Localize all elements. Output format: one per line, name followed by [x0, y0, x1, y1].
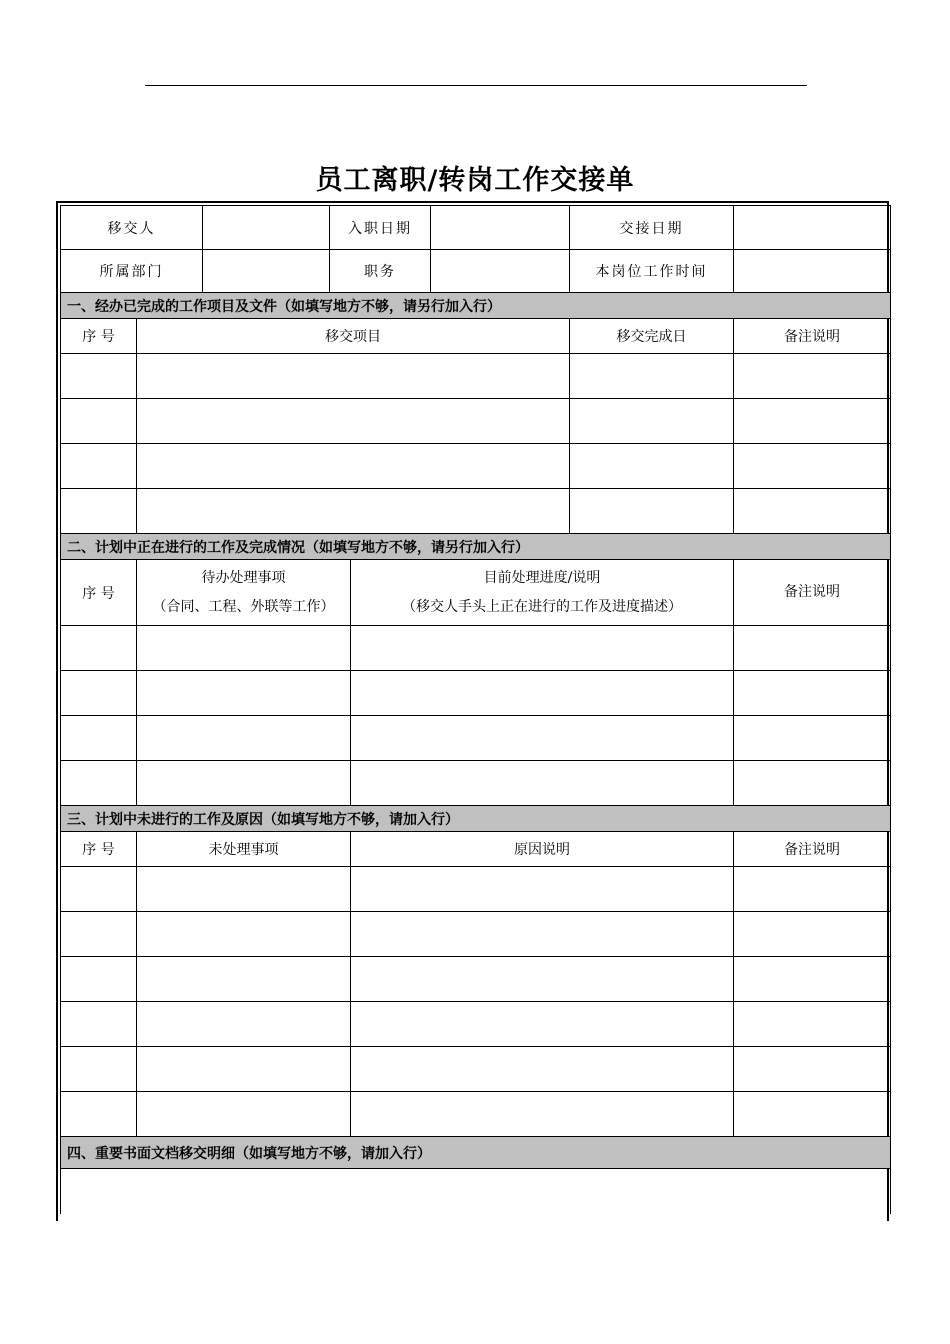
- section2-col-pending: [137, 560, 351, 626]
- row-cell[interactable]: [137, 399, 570, 444]
- row-cell[interactable]: [734, 626, 891, 671]
- row-cell[interactable]: [61, 671, 137, 716]
- row-cell[interactable]: [137, 354, 570, 399]
- row-cell[interactable]: [734, 489, 891, 534]
- header-rule: [145, 85, 807, 86]
- tenure-field[interactable]: [734, 250, 891, 293]
- table-row: [61, 1002, 891, 1047]
- row-cell[interactable]: [61, 354, 137, 399]
- section4-heading: 四、重要书面文档移交明细（如填写地方不够，请加入行）: [61, 1137, 891, 1169]
- handover-date-field[interactable]: [734, 206, 891, 250]
- table-row: [61, 1047, 891, 1092]
- row-cell[interactable]: [351, 626, 734, 671]
- row-cell[interactable]: [734, 716, 891, 761]
- row-cell[interactable]: [137, 1047, 351, 1092]
- row-cell[interactable]: [137, 489, 570, 534]
- row-cell[interactable]: [137, 867, 351, 912]
- row-cell[interactable]: [61, 1002, 137, 1047]
- section3-col-reason: 原因说明: [351, 832, 734, 867]
- row-cell[interactable]: [351, 1047, 734, 1092]
- section2-col-progress: [351, 560, 734, 626]
- row-cell[interactable]: [61, 1092, 137, 1137]
- tenure-label: 本岗位工作时间: [570, 250, 734, 293]
- section2-col-remark: 备注说明: [734, 560, 891, 626]
- table-row: [61, 912, 891, 957]
- table-row: [61, 354, 891, 399]
- table-row: [61, 626, 891, 671]
- row-cell[interactable]: [351, 957, 734, 1002]
- entry-date-label: 入职日期: [330, 206, 431, 250]
- row-cell[interactable]: [570, 444, 734, 489]
- row-cell[interactable]: [351, 716, 734, 761]
- section1-col-remark: 备注说明: [734, 319, 891, 354]
- row-cell[interactable]: [137, 444, 570, 489]
- department-field[interactable]: [203, 250, 330, 293]
- row-cell[interactable]: [137, 716, 351, 761]
- section2-col-progress-sub: （移交人手头上正在进行的工作及进度描述）: [402, 598, 682, 615]
- table-row: [61, 867, 891, 912]
- table-row: [61, 716, 891, 761]
- row-cell[interactable]: [61, 912, 137, 957]
- section1-col-item: 移交项目: [137, 319, 570, 354]
- row-cell[interactable]: [61, 716, 137, 761]
- row-cell[interactable]: [734, 867, 891, 912]
- section2-col-progress-title: 目前处理进度/说明: [483, 569, 601, 586]
- page-title: 员工离职/转岗工作交接单: [315, 165, 635, 196]
- row-cell[interactable]: [61, 867, 137, 912]
- table-row: [61, 1092, 891, 1137]
- row-cell[interactable]: [137, 957, 351, 1002]
- row-cell[interactable]: [61, 761, 137, 806]
- section3-heading: 三、计划中未进行的工作及原因（如填写地方不够，请加入行）: [61, 806, 891, 832]
- row-cell[interactable]: [61, 957, 137, 1002]
- table-row: [61, 761, 891, 806]
- row-cell[interactable]: [570, 354, 734, 399]
- row-cell[interactable]: [351, 1092, 734, 1137]
- section2-col-pending-title: 待办处理事项: [201, 569, 286, 586]
- row-cell[interactable]: [570, 489, 734, 534]
- row-cell[interactable]: [351, 671, 734, 716]
- section3-col-no: 序 号: [61, 832, 137, 867]
- row-cell[interactable]: [61, 444, 137, 489]
- row-cell[interactable]: [734, 354, 891, 399]
- row-cell[interactable]: [734, 671, 891, 716]
- row-cell[interactable]: [351, 912, 734, 957]
- row-cell[interactable]: [734, 1092, 891, 1137]
- handover-form: [60, 205, 891, 1214]
- row-cell[interactable]: [351, 1002, 734, 1047]
- handover-date-label: 交接日期: [570, 206, 734, 250]
- section1-col-no: 序 号: [61, 319, 137, 354]
- row-cell[interactable]: [734, 1002, 891, 1047]
- document-list-field[interactable]: [61, 1169, 891, 1214]
- row-cell[interactable]: [734, 1047, 891, 1092]
- table-row: [61, 1169, 891, 1214]
- row-cell[interactable]: [734, 399, 891, 444]
- handover-person-field[interactable]: [203, 206, 330, 250]
- table-row: [61, 444, 891, 489]
- row-cell[interactable]: [137, 626, 351, 671]
- row-cell[interactable]: [570, 399, 734, 444]
- row-cell[interactable]: [137, 1092, 351, 1137]
- row-cell[interactable]: [61, 489, 137, 534]
- row-cell[interactable]: [137, 671, 351, 716]
- row-cell[interactable]: [734, 444, 891, 489]
- row-cell[interactable]: [734, 761, 891, 806]
- section3-col-unhandled: 未处理事项: [137, 832, 351, 867]
- position-field[interactable]: [431, 250, 570, 293]
- table-row: [61, 957, 891, 1002]
- table-row: [61, 671, 891, 716]
- row-cell[interactable]: [137, 761, 351, 806]
- table-row: [61, 489, 891, 534]
- section1-col-done-date: 移交完成日: [570, 319, 734, 354]
- row-cell[interactable]: [351, 761, 734, 806]
- row-cell[interactable]: [137, 1002, 351, 1047]
- row-cell[interactable]: [734, 957, 891, 1002]
- section2-col-no: 序 号: [61, 560, 137, 626]
- row-cell[interactable]: [734, 912, 891, 957]
- row-cell[interactable]: [61, 399, 137, 444]
- entry-date-field[interactable]: [431, 206, 570, 250]
- row-cell[interactable]: [61, 1047, 137, 1092]
- section3-col-remark: 备注说明: [734, 832, 891, 867]
- department-label: 所属部门: [61, 250, 203, 293]
- section1-heading: 一、经办已完成的工作项目及文件（如填写地方不够，请另行加入行）: [61, 293, 891, 319]
- row-cell[interactable]: [137, 912, 351, 957]
- section2-col-pending-sub: （合同、工程、外联等工作）: [152, 598, 335, 615]
- section2-heading: 二、计划中正在进行的工作及完成情况（如填写地方不够，请另行加入行）: [61, 534, 891, 560]
- handover-person-label: 移交人: [61, 206, 203, 250]
- row-cell[interactable]: [351, 867, 734, 912]
- table-row: [61, 399, 891, 444]
- row-cell[interactable]: [61, 626, 137, 671]
- position-label: 职务: [330, 250, 431, 293]
